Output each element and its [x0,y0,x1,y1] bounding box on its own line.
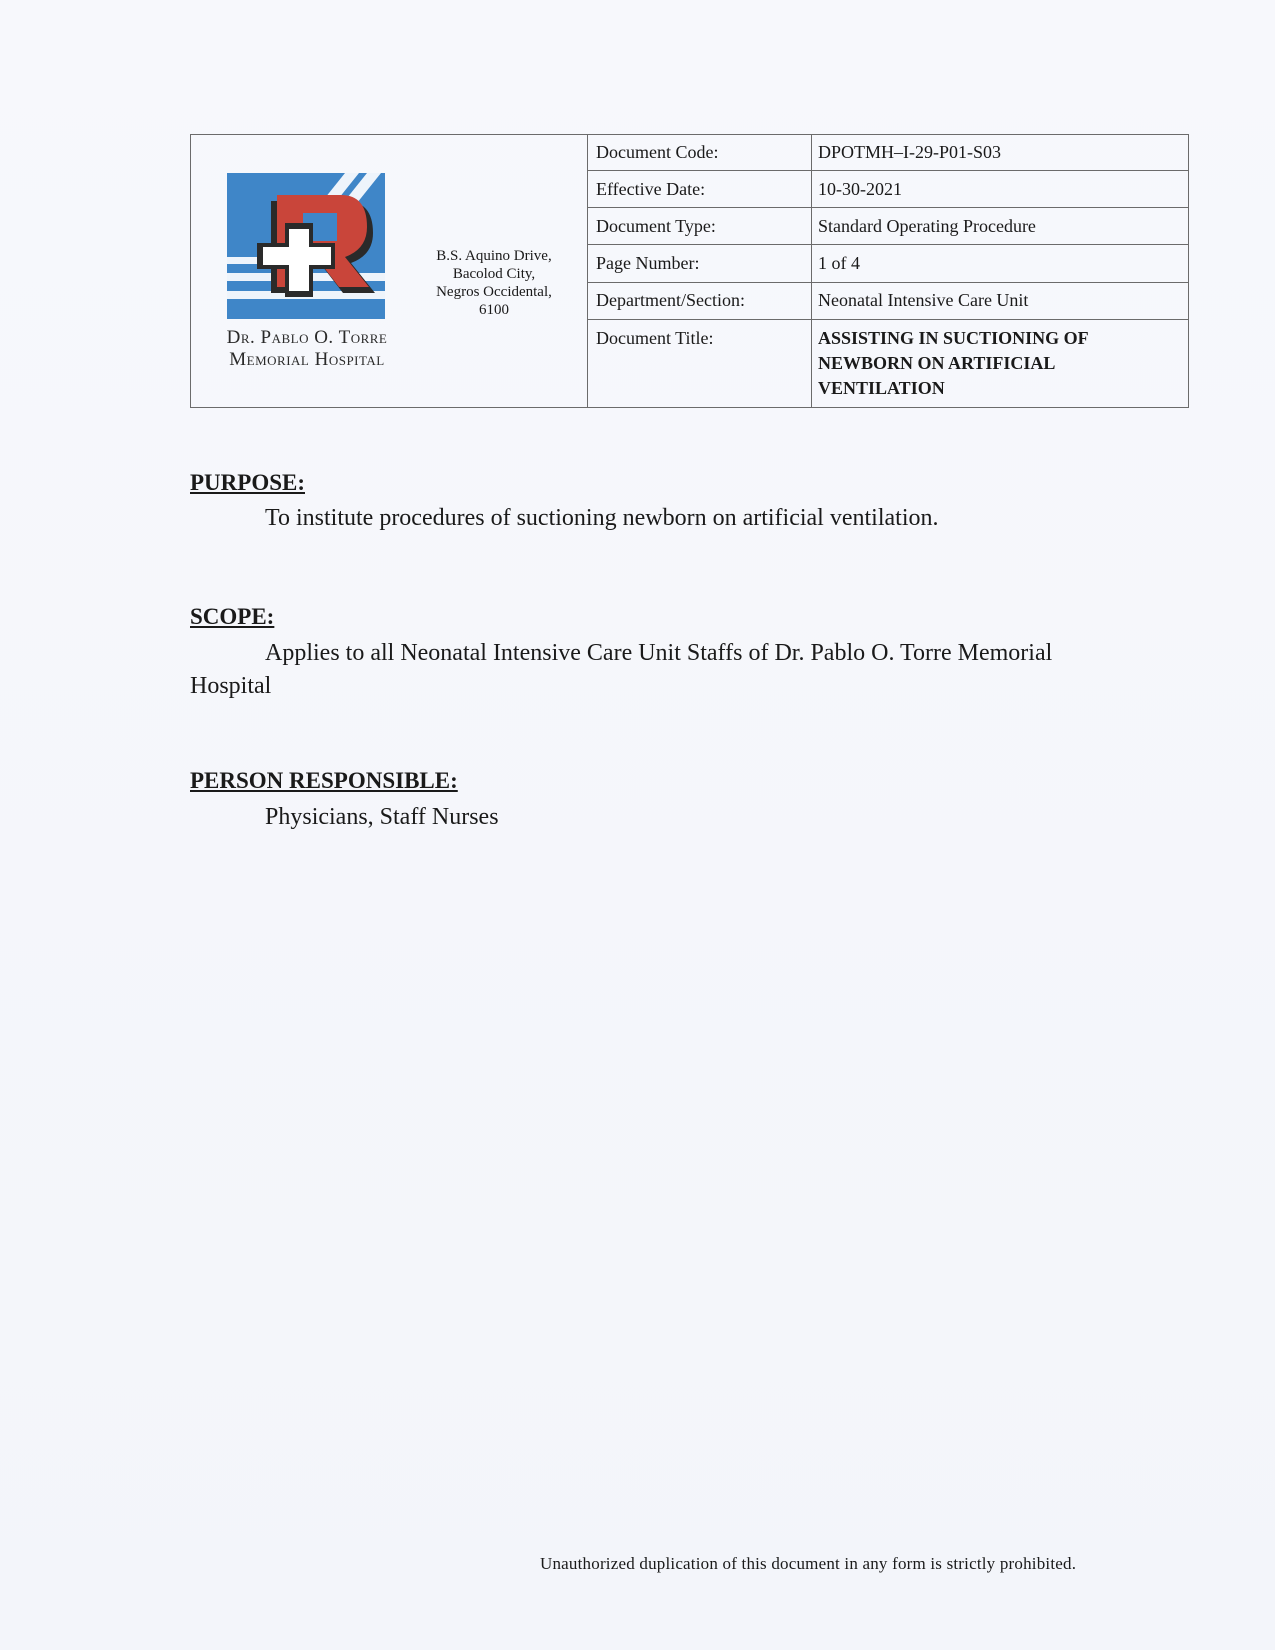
address-line: B.S. Aquino Drive, [436,248,552,264]
hospital-name [191,327,423,371]
address-line: Bacolod City, [452,266,536,282]
hospital-address [419,247,569,319]
hospital-name-line2: Memorial Hospital [229,349,385,370]
hospital-logo [227,173,387,323]
purpose-text: To institute procedures of suctioning newborn on artificial ventilation. [265,505,939,531]
document-title-line: ASSISTING IN SUCTIONING OF [818,327,1089,348]
field-label-document-type: Document Type: [588,208,812,245]
field-value-department: Neonatal Intensive Care Unit [812,282,1189,319]
field-value-document-code: DPOTMH–I-29-P01-S03 [812,135,1189,171]
field-value-page-number: 1 of 4 [812,245,1189,282]
field-label-department: Department/Section: [588,282,812,319]
person-responsible-heading: PERSON RESPONSIBLE: [190,768,458,793]
purpose-heading: PURPOSE: [190,470,305,495]
field-label-effective-date: Effective Date: [588,171,812,208]
field-value-effective-date: 10-30-2021 [812,171,1189,208]
footer-notice: Unauthorized duplication of this document in any form is strictly prohibited. [540,1554,1077,1573]
field-value-document-title [812,319,1189,407]
hospital-name-line1: Dr. Pablo O. Torre [226,327,388,348]
field-label-page-number: Page Number: [588,245,812,282]
logo-cell [191,135,588,408]
document-title-line: VENTILATION [818,377,945,398]
scope-text-line2: Hospital [190,673,272,699]
address-line: Negros Occidental, [436,284,552,300]
document-title-line: NEWBORN ON ARTIFICIAL [818,352,1056,373]
document-header-table [190,134,1189,408]
field-label-document-title: Document Title: [588,319,812,407]
field-label-document-code: Document Code: [588,135,812,171]
field-value-document-type: Standard Operating Procedure [812,208,1189,245]
scope-heading: SCOPE: [190,604,275,629]
scope-text-line1: Applies to all Neonatal Intensive Care Unit Staffs of Dr. Pablo O. Torre Memorial [265,640,1053,666]
person-responsible-text: Physicians, Staff Nurses [265,804,499,830]
address-line: 6100 [479,302,509,318]
